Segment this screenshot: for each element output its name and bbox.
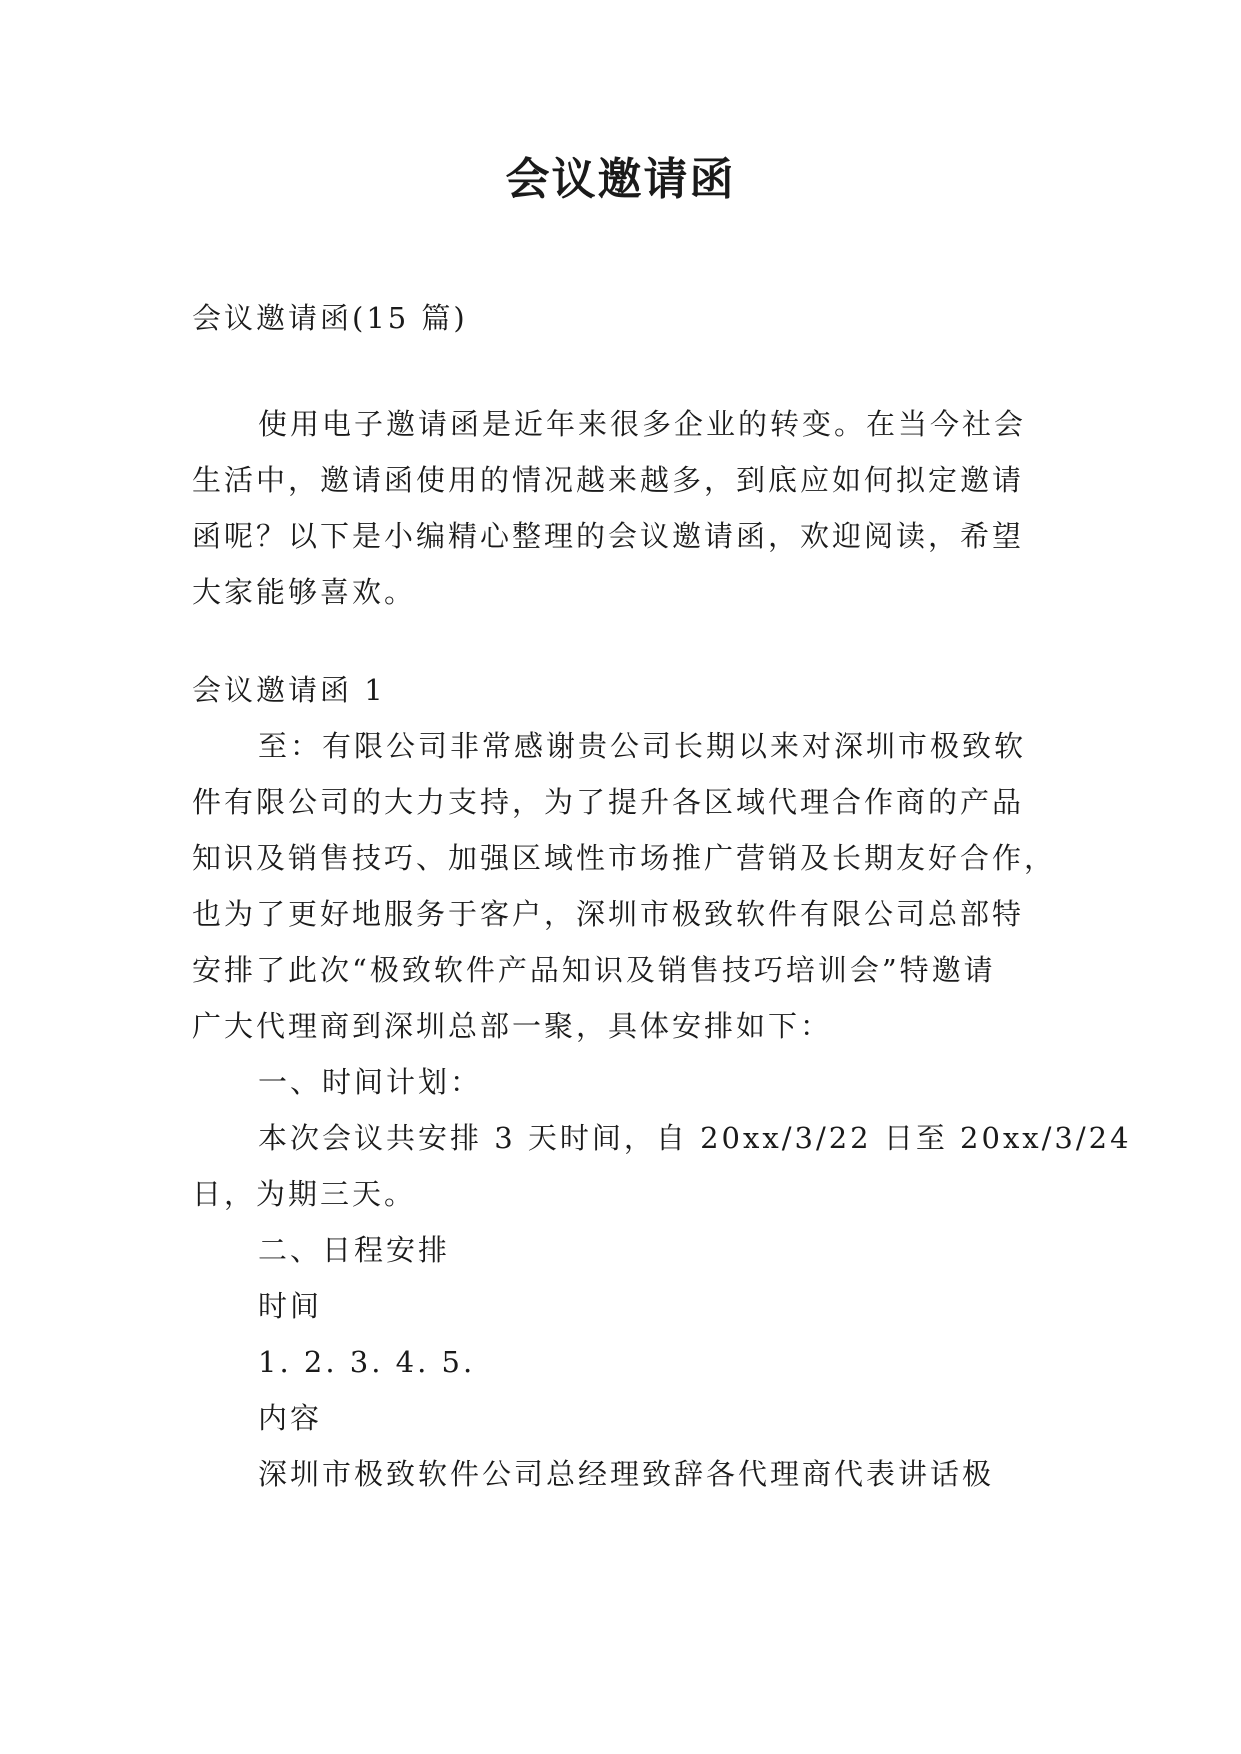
schedule-heading: 二、日程安排 xyxy=(258,1233,451,1267)
intro-line: 函呢？以下是小编精心整理的会议邀请函，欢迎阅读，希望 xyxy=(192,519,1025,553)
time-plan-heading: 一、时间计划： xyxy=(258,1065,483,1099)
intro-paragraph xyxy=(192,396,1054,620)
schedule-content-label: 内容 xyxy=(258,1401,323,1435)
intro-line: 大家能够喜欢。 xyxy=(192,575,417,609)
intro-line: 生活中，邀请函使用的情况越来越多，到底应如何拟定邀请 xyxy=(192,463,1025,497)
letter-line: 安排了此次“极致软件产品知识及销售技巧培训会”特邀请 xyxy=(192,953,996,987)
document-subtitle: 会议邀请函(15 篇) xyxy=(192,301,468,335)
letter-line: 至：有限公司非常感谢贵公司长期以来对深圳市极致软 xyxy=(258,729,1027,763)
intro-line: 使用电子邀请函是近年来很多企业的转变。在当今社会 xyxy=(258,407,1027,441)
letter-line: 也为了更好地服务于客户，深圳市极致软件有限公司总部特 xyxy=(192,897,1025,931)
schedule-time-label: 时间 xyxy=(258,1289,323,1323)
schedule-numbers: 1. 2. 3. 4. 5. xyxy=(258,1345,476,1379)
schedule-content-line: 深圳市极致软件公司总经理致辞各代理商代表讲话极 xyxy=(258,1457,995,1491)
letter-line: 件有限公司的大力支持，为了提升各区域代理合作商的产品 xyxy=(192,785,1025,819)
letter-line: 知识及销售技巧、加强区域性市场推广营销及长期友好合作， xyxy=(192,841,1057,875)
document-title: 会议邀请函 xyxy=(505,154,736,205)
time-plan-line: 日，为期三天。 xyxy=(192,1177,417,1211)
time-plan-line: 本次会议共安排 3 天时间，自 20xx/3/22 日至 20xx/3/24 xyxy=(258,1121,1132,1155)
section-1 xyxy=(192,662,1132,1502)
document-body xyxy=(192,290,1132,1502)
letter-line: 广大代理商到深圳总部一聚，具体安排如下： xyxy=(192,1009,833,1043)
section-heading: 会议邀请函 1 xyxy=(192,673,386,707)
